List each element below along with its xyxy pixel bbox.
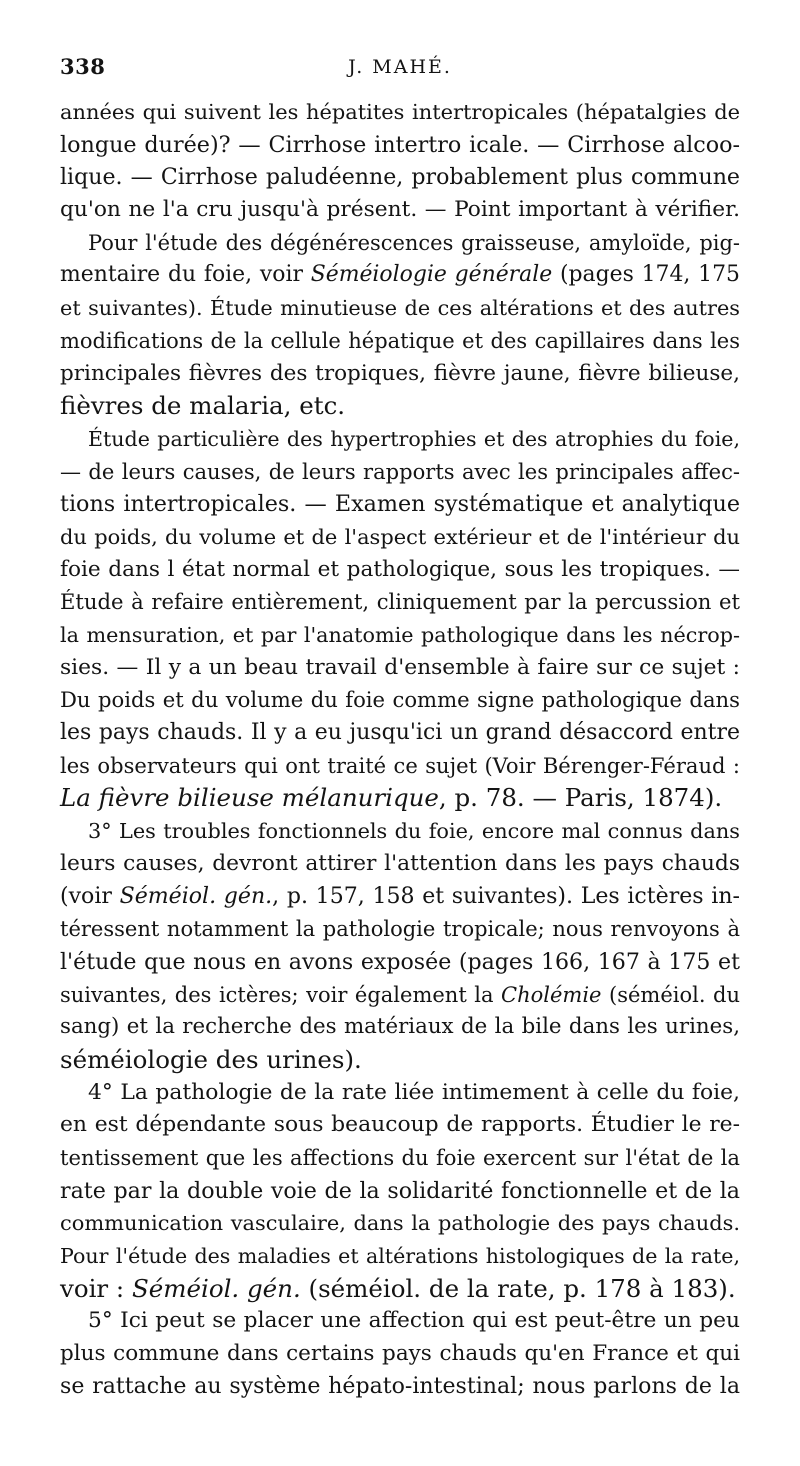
text-line: tions intertropicales. — Examen systématique et analytique (60, 491, 740, 518)
text-line: foie dans l état normal et pathologique, sous les tropiques. — (60, 556, 740, 582)
text-line: Du poids et du volume du foie comme signe pathologique dans (60, 687, 740, 713)
text-line: principales fièvres des tropiques, fièvre jaune, fièvre bilieuse, (60, 360, 740, 386)
text-line: La fièvre bilieuse mélanurique, p. 78. — Paris, 1874). (60, 783, 723, 813)
text-line: Pour l'étude des dégénérescences graisseuse, amyloïde, pig- (88, 230, 740, 255)
text-line: et suivantes). Étude minutieuse de ces altérations et des autres (60, 296, 740, 321)
text-line: modifications de la cellule hépatique et des capillaires dans les (60, 327, 740, 353)
text-line: rate par la double voie de la solidarité fonctionnelle et de la (60, 1177, 740, 1204)
text-line: Étude particulière des hypertrophies et des atrophies du foie, (88, 426, 740, 451)
text-line: 3° Les troubles fonctionnels du foie, encore mal connus dans (88, 819, 740, 844)
text-line: (voir Séméiol. gén., p. 157, 158 et suivantes). Les ictères in- (60, 883, 740, 909)
text-line: années qui suivent les hépatites intertropicales (hépatalgies de (60, 100, 740, 124)
text-line: sies. — Il y a un beau travail d'ensemble à faire sur ce sujet : (60, 654, 740, 680)
text-line: sang) et la recherche des matériaux de la bile dans les urines, (60, 1014, 740, 1040)
text-line: leurs causes, devront attirer l'attention dans les pays chauds (60, 850, 740, 876)
text-line: — de leurs causes, de leurs rapports avec les principales affec- (60, 458, 740, 484)
text-line: suivantes, des ictères; voir également la Cholémie (séméiol. du (60, 981, 740, 1007)
text-line: 5° Ici peut se placer une affection qui est peut-être un peu (88, 1308, 740, 1334)
page-number: 338 (60, 54, 106, 79)
text-line: communication vasculaire, dans la pathologie des pays chauds. (60, 1211, 740, 1236)
body-text (60, 96, 740, 1404)
text-line: Pour l'étude des maladies et altérations histologiques de la rate, (60, 1244, 740, 1269)
text-line: se rattache au système hépato-intestinal; nous parlons de la (60, 1373, 740, 1399)
text-line: qu'on ne l'a cru jusqu'à présent. — Point important à vérifier. (60, 197, 740, 223)
text-line: les pays chauds. Il y a eu jusqu'ici un grand désaccord entre (60, 720, 740, 746)
text-line: tentissement que les affections du foie exercent sur l'état de la (60, 1145, 740, 1170)
text-line: la mensuration, et par l'anatomie pathologique dans les nécrop- (60, 623, 740, 647)
text-line: fièvres de malaria, etc. (60, 391, 346, 421)
text-line: du poids, du volume et de l'aspect extérieur et de l'intérieur du (60, 524, 740, 549)
text-line: téressent notamment la pathologie tropicale; nous renvoyons à (60, 916, 740, 942)
text-line: plus commune dans certains pays chauds qu'en France et qui (60, 1341, 740, 1367)
text-line: longue durée)? — Cirrhose intertro icale. — Cirrhose alcoo- (60, 131, 740, 158)
text-line: voir : Séméiol. gén. (séméiol. de la rate, p. 178 à 183). (60, 1273, 736, 1303)
text-line: Étude à refaire entièrement, cliniquement par la percussion et (60, 589, 740, 615)
running-head: J. MAHÉ. (348, 56, 452, 78)
text-line: en est dépendante sous beaucoup de rapports. Étudier le re- (60, 1112, 740, 1138)
text-line: 4° La pathologie de la rate liée intimement à celle du foie, (88, 1079, 740, 1105)
text-line: lique. — Cirrhose paludéenne, probablement plus commune (60, 164, 740, 191)
text-line: mentaire du foie, voir Séméiologie générale (pages 174, 175 (60, 262, 740, 288)
text-line: l'étude que nous en avons exposée (pages 166, 167 à 175 et (60, 948, 740, 975)
text-line: les observateurs qui ont traité ce sujet (Voir Bérenger-Féraud : (60, 752, 740, 778)
page-header (60, 54, 740, 90)
text-line: séméiologie des urines). (60, 1044, 362, 1074)
